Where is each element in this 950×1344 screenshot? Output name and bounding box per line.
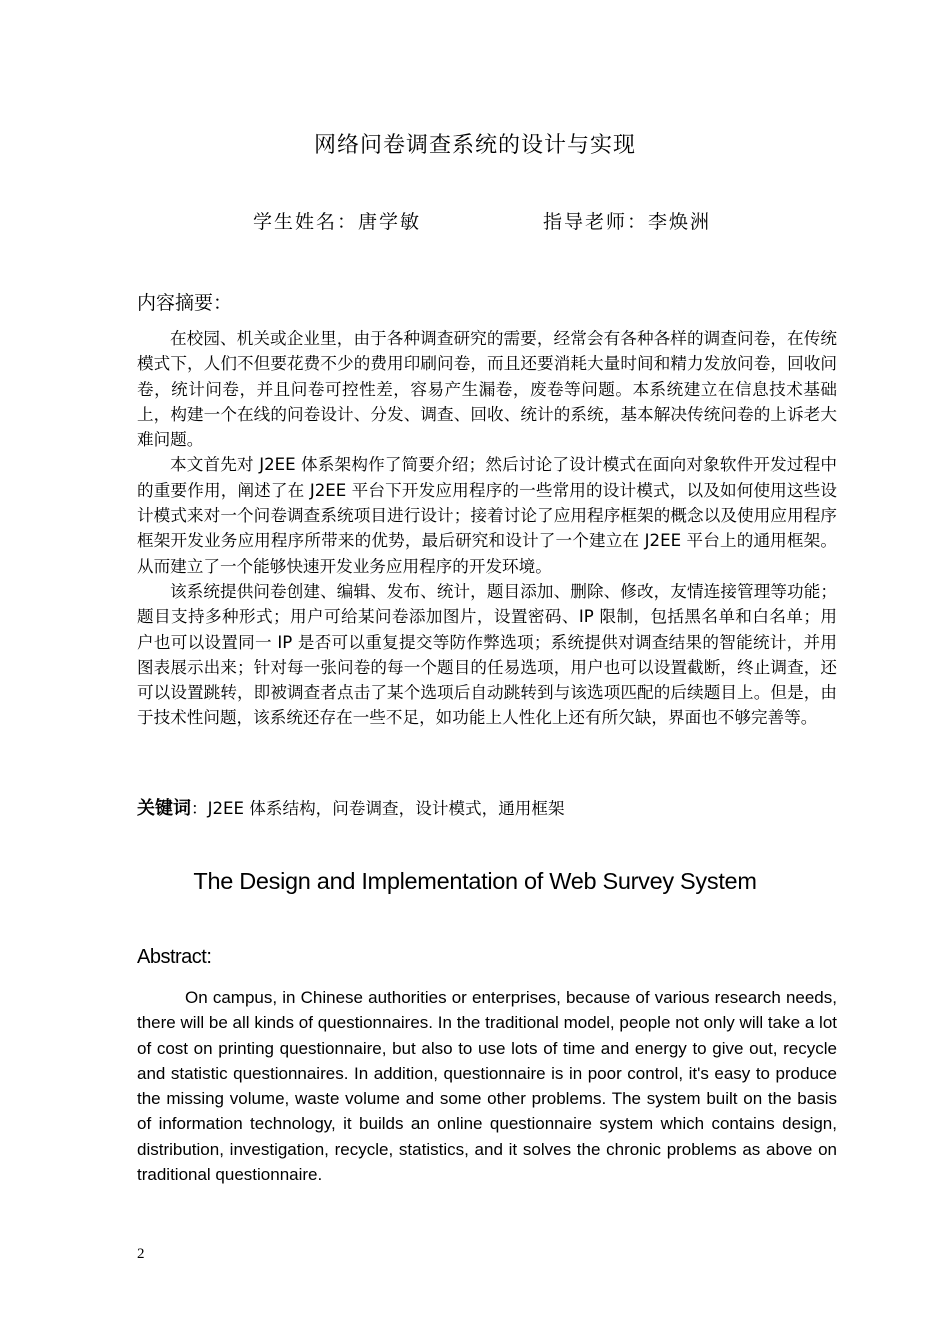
chinese-title: 网络问卷调查系统的设计与实现	[313, 133, 636, 158]
keywords-text: J2EE 体系结构，问卷调查，设计模式，通用框架	[207, 799, 565, 818]
page-number: 2	[137, 1246, 145, 1262]
keywords-colon: ：	[191, 799, 208, 818]
chinese-abstract-body	[137, 326, 837, 731]
chinese-abstract-paragraph-2: 本文首先对 J2EE 体系架构作了简要介绍；然后讨论了设计模式在面向对象软件开发过程中的重要作用，阐述了在 J2EE 平台下开发应用程序的一些常用的设计模式，以及如何使用这些设计模式来对一个问卷调查系统项目进行设计；接着讨论了应用程序框架的概念以及使用应用程序框架开发业务应用程序所带来的优势，最后研究和设计了一个建立在 J2EE 平台上的通用框架。从而建立了一个能够快速开发业务应用程序的开发环境。	[137, 455, 837, 576]
advisor-name: 指导老师：李焕洲	[543, 211, 712, 233]
chinese-abstract-heading: 内容摘要：	[137, 292, 233, 314]
chinese-abstract-paragraph-1: 在校园、机关或企业里，由于各种调查研究的需要，经常会有各种各样的调查问卷，在传统模式下，人们不但要花费不少的费用印刷问卷，而且还要消耗大量时间和精力发放问卷，回收问卷，统计问卷，并且问卷可控性差，容易产生漏卷，废卷等问题。本系统建立在信息技术基础上，构建一个在线的问卷设计、分发、调查、回收、统计的系统，基本解决传统问卷的上诉老大难问题。	[137, 329, 837, 450]
english-abstract-heading: Abstract:	[137, 946, 212, 968]
keywords-label: 关键词	[137, 798, 191, 819]
english-abstract-body	[137, 985, 837, 1187]
student-name: 学生姓名：唐学敏	[253, 211, 422, 233]
chinese-abstract-paragraph-3: 该系统提供问卷创建、编辑、发布、统计，题目添加、删除、修改，友情连接管理等功能；题目支持多种形式；用户可给某问卷添加图片，设置密码、IP 限制，包括黑名单和白名单；用户也可以设置同一 IP 是否可以重复提交等防作弊选项；系统提供对调查结果的智能统计，并用图表展示出来；针对每一张问卷的每一个题目的任易选项，用户也可以设置截断，终止调查，还可以设置跳转，即被调查者点击了某个选项后自动跳转到与该选项匹配的后续题目上。但是，由于技术性问题，该系统还存在一些不足，如功能上人性化上还有所欠缺，界面也不够完善等。	[137, 581, 837, 728]
english-title: The Design and Implementation of Web Survey System	[193, 868, 757, 894]
english-abstract-paragraph: On campus, in Chinese authorities or enterprises, because of various research needs, there will be all kinds of questionnaires. In the traditional model, people not only will take a lot of cost on printing questionnaire, but also to use lots of time and energy to give out, recycle and statistic questionnaires. In addition, questionnaire is in poor control, it's easy to produce the missing volume, waste volume and some other problems. The system built on the basis of information technology, it builds an online questionnaire system which contains design, distribution, investigation, recycle, statistics, and it solves the chronic problems as above on traditional questionnaire.	[137, 988, 837, 1185]
keywords-line	[137, 796, 837, 821]
